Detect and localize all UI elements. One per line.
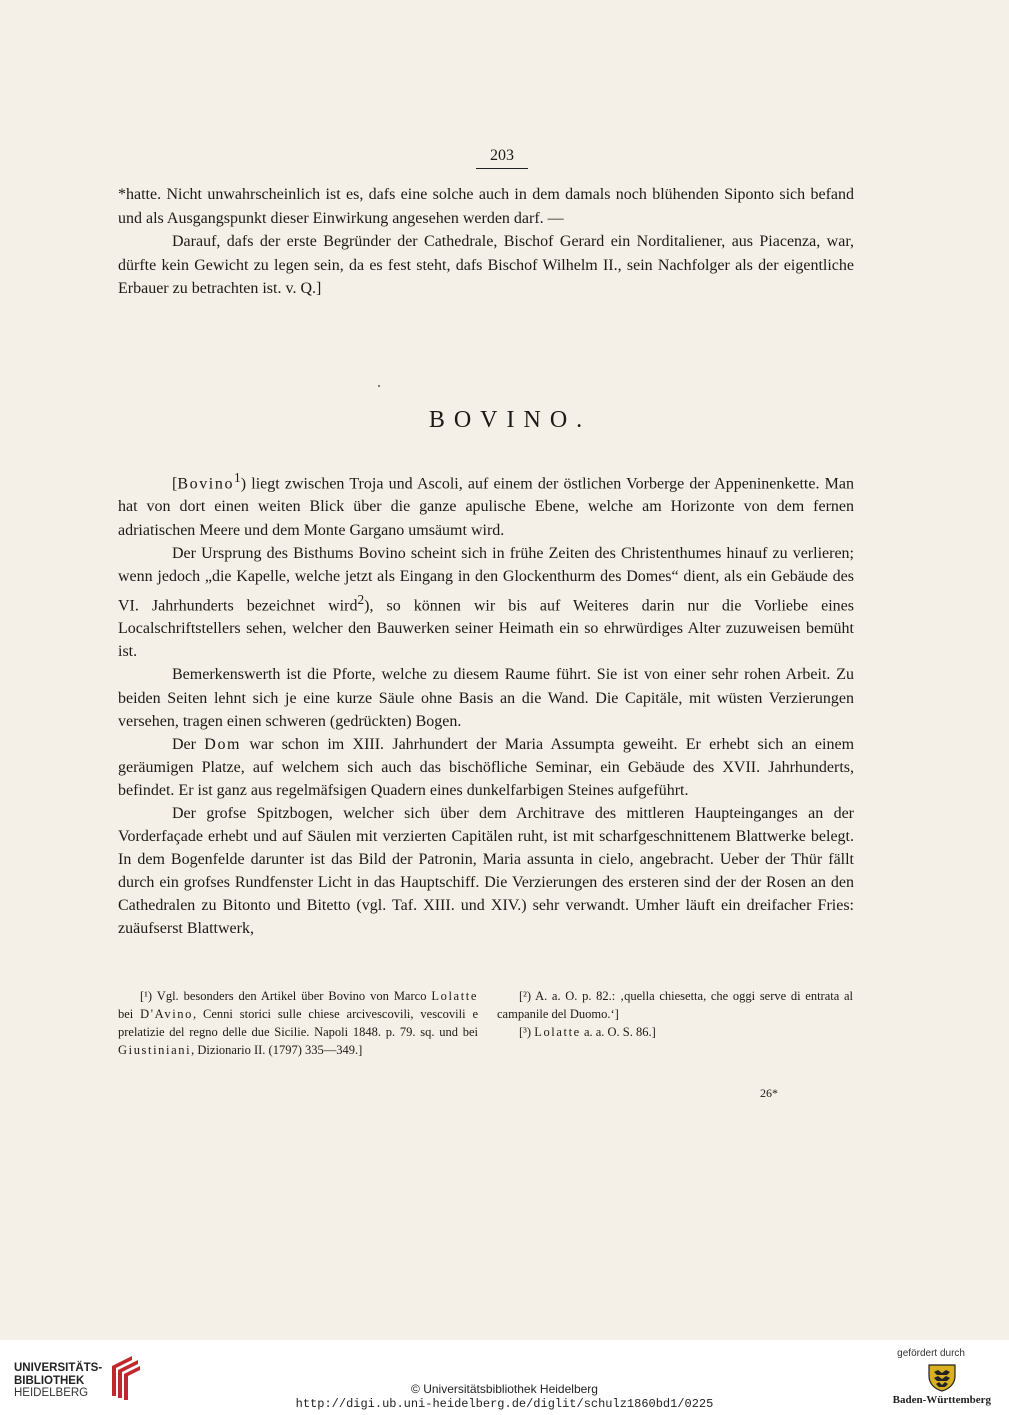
- sheet-signature: 26*: [760, 1086, 778, 1100]
- continuation-paragraph-2: Darauf, dafs der erste Begründer der Cathedrale, Bischof Gerard ein Norditaliener, aus Piacenza, war, dürfte kein Gewicht zu legen sein, da es fest steht, dafs Bischof Wilhelm II., sein Nachfolger als der eigentliche Erbauer zu betrachten ist. v. Q.]: [118, 233, 854, 298]
- continuation-text: [118, 183, 854, 301]
- continuation-paragraph-1: *hatte. Nicht unwahrscheinlich ist es, dafs eine solche auch in dem damals noch blühenden Siponto sich befand und als Ausgangspunkt dieser Einwirkung angesehen werden darf. —: [118, 186, 854, 227]
- page-number: 203: [476, 147, 528, 169]
- copyright-notice: © Universitätsbibliothek Heidelberg: [411, 1382, 598, 1396]
- footnotes-right: [497, 987, 853, 1041]
- footnote-1-giustiniani: Giustiniani: [118, 1043, 192, 1057]
- section-title: BOVINO.: [428, 407, 592, 433]
- footnotes-left: [118, 987, 478, 1059]
- baden-wuerttemberg-crest-icon: [925, 1362, 959, 1392]
- permalink-url[interactable]: http://digi.ub.uni-heidelberg.de/diglit/schulz1860bd1/0225: [295, 1397, 714, 1411]
- footnote-1-text-c: , Cenni storici sulle chiese arcivescovili, vescovili e prelatizie del regno delle due Sicilie. Napoli 1848. p. 79. sq. und bei: [118, 1007, 478, 1039]
- footnote-1: [118, 987, 478, 1059]
- footnote-2: [²) A. a. O. p. 82.: ‚quella chiesetta, che oggi serve di entrata al campanile del Duomo.‘]: [497, 989, 853, 1021]
- section-body: [118, 466, 854, 941]
- bracket-open: [: [172, 475, 178, 493]
- paragraph-location-text: ) liegt zwischen Troja und Ascoli, auf einem der östlichen Vorberge der Appeninenkette. Man hat von dort einen weiten Blick über die ganze apulische Ebene, welche am Horizonte von dem fernen adriatischen Meere und dem Monte Gargano umsäumt wird.: [118, 475, 854, 539]
- paragraph-location: [118, 466, 854, 542]
- footnote-3-lolatte: Lolatte: [534, 1025, 581, 1039]
- paragraph-origin-text-b: ), so können wir bis auf Weiteres darin nur die Vorliebe eines Localschriftstellers sehen, welcher den Bauwerken seiner Heimath ein so ehrwürdiges Alter zuzuweisen bemüht ist.: [118, 597, 854, 661]
- paragraph-dom-text-a: Der: [172, 735, 205, 753]
- library-name-line-3: HEIDELBERG: [14, 1387, 89, 1399]
- footnote-ref-2: 2: [357, 591, 365, 607]
- footnote-3-text-a: [³): [519, 1025, 535, 1039]
- paragraph-dom: [118, 733, 854, 802]
- paragraph-portal: Bemerkenswerth ist die Pforte, welche zu diesem Raume führt. Sie ist von einer sehr rohen Arbeit. Zu beiden Seiten lehnt sich je eine kurze Säule ohne Basis an die Wand. Die Capitäle, mit wüsten Verzierungen versehen, tragen einen schweren (gedrückten) Bogen.: [118, 666, 854, 730]
- paragraph-origin: [118, 542, 854, 664]
- footnote-1-text-d: , Dizionario II. (1797) 335—349.]: [191, 1043, 363, 1057]
- sponsor-name: Baden-Württemberg: [892, 1394, 991, 1406]
- footnote-1-text-b: bei: [118, 1007, 141, 1021]
- place-name-bovino: Bovino: [177, 475, 235, 493]
- library-name-line-2: BIBLIOTHEK: [14, 1374, 85, 1387]
- sponsor-label: gefördert durch: [897, 1348, 965, 1359]
- footnote-3-text-b: a. a. O. S. 86.]: [580, 1025, 656, 1039]
- paragraph-origin-text-a: Der Ursprung des Bisthums Bovino scheint sich in frühe Zeiten des Christenthumes hinauf zu verlieren; wenn jedoch „die Kapelle, welche jetzt als Eingang in den Glockenthurm des Domes“ dient, als ein Gebäude des VI. Jahrhunderts bezeichnet wird: [118, 544, 854, 615]
- stray-mark: [378, 385, 380, 387]
- footer-bar: [0, 1340, 1009, 1415]
- footnote-ref-1: 1: [234, 470, 241, 485]
- footnote-1-davino: D'Avino: [140, 1007, 193, 1021]
- paragraph-facade: Der grofse Spitzbogen, welcher sich über dem Architrave des mittleren Haupteinganges an der Vorderfaçade erhebt und auf Säulen mit verzierten Capitälen ruht, ist mit scharfgeschnittenem Blattwerke belegt. In dem Bogenfelde darunter ist das Bild der Patronin, Maria assunta in cielo, angebracht. Ueber der Thür fällt durch ein grofses Rundfenster Licht in das Hauptschiff. Die Verzierungen des ersteren sind der der Rosen an den Cathedralen zu Bitonto und Bitetto (vgl. Taf. XIII. und XIV.) sehr verwandt. Umher läuft ein dreifacher Fries: zuäufserst Blattwerk,: [118, 804, 854, 938]
- footnote-1-text-a: [¹) Vgl. besonders den Artikel über Bovino von Marco: [140, 989, 432, 1003]
- paragraph-dom-text-b: war schon im XIII. Jahrhundert der Maria Assumpta geweiht. Er erhebt sich an einem geräumigen Platze, auf welchem sich auch das bischöfliche Seminar, ein Gebäude des XVII. Jahrhunderts, befindet. Er ist ganz aus regelmäfsigen Quadern eines dunkelfarbigen Steines aufgeführt.: [118, 735, 855, 799]
- footnote-3: [497, 1023, 853, 1041]
- footnote-1-lolatte: Lolatte: [431, 989, 478, 1003]
- library-name-line-1: UNIVERSITÄTS-: [14, 1362, 103, 1374]
- term-dom: Dom: [204, 735, 242, 753]
